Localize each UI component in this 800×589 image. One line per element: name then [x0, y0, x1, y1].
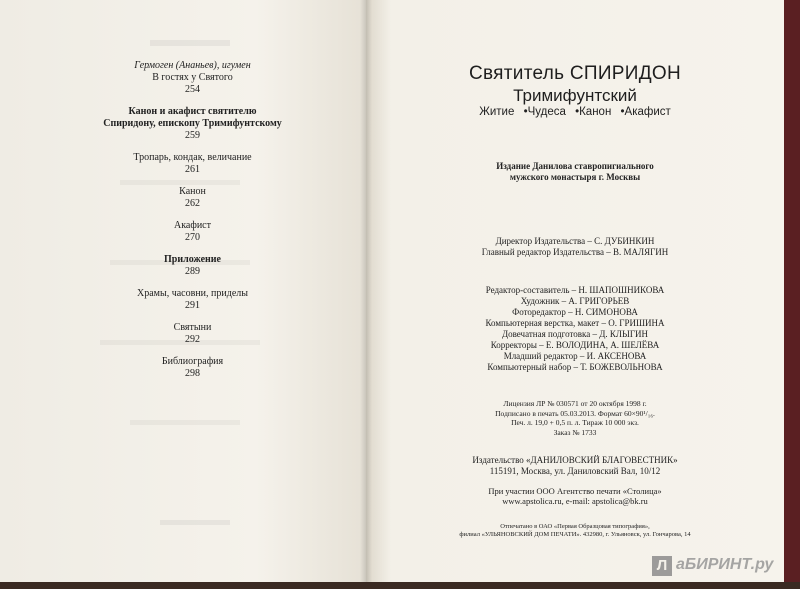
- toc-entry: [70, 60, 315, 96]
- publisher-info: [366, 455, 784, 477]
- toc-entry: [70, 322, 315, 346]
- toc-entry: [70, 356, 315, 380]
- director-line: Главный редактор Издательства – В. МАЛЯГИН: [481, 247, 669, 257]
- staff-line: Младший редактор – И. АКСЕНОВА: [503, 351, 647, 361]
- toc-entry: [70, 186, 315, 210]
- toc-page-number: 270: [185, 232, 200, 243]
- agency-line: При участии ООО Агентство печати «Столица»: [488, 486, 662, 496]
- table-of-contents: [70, 60, 315, 390]
- toc-page-number: 262: [185, 198, 200, 209]
- book-title: Святитель СПИРИДОН: [468, 63, 682, 84]
- license-line: Печ. л. 19,0 + 0,5 п. л. Тираж 10 000 экз.: [511, 418, 639, 427]
- subtitle-item: •Акафист: [620, 106, 671, 118]
- toc-entry: [70, 152, 315, 176]
- printer-info: [366, 523, 784, 539]
- book-subtitle: [366, 106, 784, 118]
- toc-entry-title: Канон и акафист святителю: [128, 106, 257, 117]
- license-line: Лицензия ЛР № 030571 от 20 октября 1998 г.: [503, 399, 647, 408]
- book-title-line-2: Тримифунтский: [513, 86, 637, 105]
- subtitle-item: •Канон: [575, 106, 612, 118]
- staff-line: Художник – А. ГРИГОРЬЕВ: [520, 296, 630, 306]
- toc-page-number: 291: [185, 300, 200, 311]
- toc-page-number: 254: [185, 84, 200, 95]
- staff-line: Редактор-составитель – Н. ШАПОШНИКОВА: [485, 285, 665, 295]
- watermark-text: аБИРИНТ.ру: [676, 556, 774, 573]
- staff-line: Фоторедактор – Н. СИМОНОВА: [512, 307, 638, 317]
- toc-page-number: 289: [185, 266, 200, 277]
- toc-page-number: 259: [185, 130, 200, 141]
- edition-line: мужского монастыря г. Москвы: [509, 172, 641, 182]
- license-line: Заказ № 1733: [553, 427, 597, 437]
- staff-line: Компьютерный набор – Т. БОЖЕВОЛЬНОВА: [487, 362, 663, 372]
- staff-line: Компьютерная верстка, макет – О. ГРИШИНА: [485, 318, 665, 328]
- toc-entry-title: Канон: [179, 186, 206, 197]
- watermark-logo: Л: [652, 556, 672, 576]
- toc-entry-title: Библиография: [161, 356, 224, 367]
- toc-page-number: 298: [185, 368, 200, 379]
- subtitle-item: •Чудеса: [523, 106, 566, 118]
- staff-line: Корректоры – Е. ВОЛОДИНА, А. ШЕЛЁВА: [490, 340, 660, 350]
- license-imprint: [366, 399, 784, 437]
- license-line: Подписано в печать 05.03.2013. Формат 60×90¹/₁₆.: [495, 408, 655, 418]
- directors-block: [366, 236, 784, 258]
- book-cover-edge: [784, 0, 800, 589]
- toc-entry-title: Приложение: [164, 254, 221, 265]
- toc-entry: [70, 220, 315, 244]
- printer-line: Отпечатано в ОАО «Первая Образцовая типография»,: [500, 523, 650, 530]
- toc-entry: [70, 106, 315, 142]
- toc-entry: [70, 254, 315, 278]
- director-line: Директор Издательства – С. ДУБИНКИН: [495, 236, 655, 246]
- book-bottom-edge: [0, 582, 800, 589]
- toc-entry-title: В гостях у Святого: [152, 72, 233, 83]
- staff-credits: [366, 285, 784, 373]
- printer-line: филиал «УЛЬЯНОВСКИЙ ДОМ ПЕЧАТИ». 432980, г. Ульяновск, ул. Гончарова, 14: [459, 531, 691, 538]
- agency-info: [366, 486, 784, 506]
- toc-entry-title: Акафист: [173, 220, 211, 231]
- toc-entry-title: Тропарь, кондак, величание: [133, 152, 252, 163]
- toc-page-number: 292: [185, 334, 200, 345]
- toc-entry-title: Храмы, часовни, приделы: [137, 288, 248, 299]
- publisher-line: Издательство «ДАНИЛОВСКИЙ БЛАГОВЕСТНИК»: [472, 455, 678, 465]
- publisher-line: 115191, Москва, ул. Даниловский Вал, 10/12: [489, 466, 661, 476]
- toc-entry-title: Святыни: [173, 322, 212, 333]
- subtitle-item: Житие: [479, 106, 515, 118]
- agency-line: www.apstolica.ru, e-mail: apstolica@bk.ru: [502, 496, 648, 506]
- toc-entry-title: Гермоген (Ананьев), игумен: [134, 60, 251, 71]
- staff-line: Довечатная подготовка – Д. КЛЫГИН: [501, 329, 649, 339]
- edition-note: [366, 161, 784, 183]
- edition-line: Издание Данилова ставропигиального: [496, 161, 654, 171]
- toc-entry-title: Спиридону, епископу Тримифунтскому: [103, 118, 282, 129]
- toc-entry: [70, 288, 315, 312]
- toc-page-number: 261: [185, 164, 200, 175]
